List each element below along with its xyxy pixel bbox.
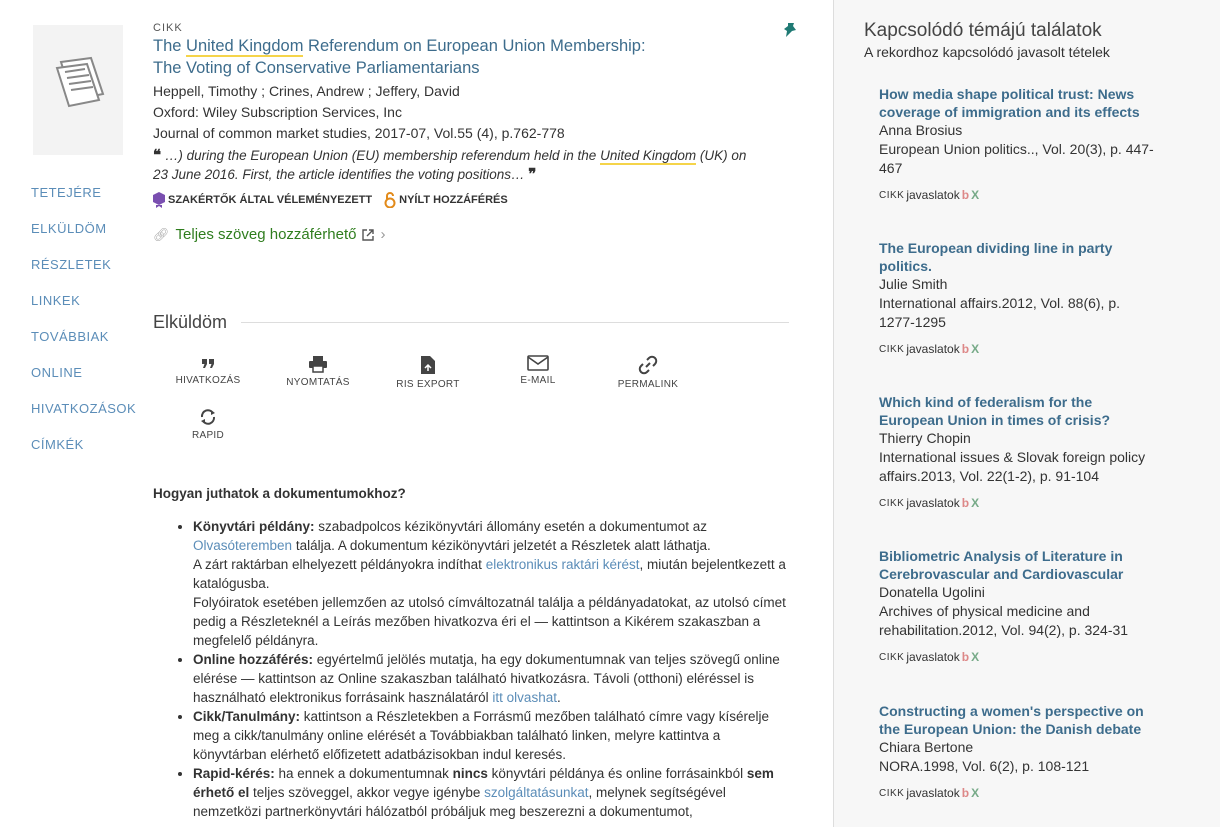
nav-item-tags[interactable]: CÍMKÉK [31,437,84,452]
section-nav [31,184,141,472]
nav-item-details[interactable]: RÉSZLETEK [31,257,112,272]
related-item-source: NORA.1998, Vol. 6(2), p. 108-121 [879,758,1090,774]
storage-request-link[interactable]: elektronikus raktári kérést [485,557,640,572]
howto-heading: Hogyan juthatok a dokumentumokhoz? [153,486,406,501]
howto-list [153,517,793,821]
list-item: • Rapid-kérés: ha ennek a dokumentumnak nincs könyvtári példánya és online forrásainkból sem érhető el teljes szöveggel, akkor vegye igénybe szolgáltatásunkat, melynek segítségével nemzetközi partnerkönyvtári hálózatból próbáljuk meg beszerezni a dokumentumot, [193,764,793,821]
bx-logo-icon: b [961,496,970,510]
related-item [879,702,1159,800]
export-icon [420,355,436,375]
related-item-title[interactable]: How media shape political trust: News coverage of immigration and its effects [879,86,1140,120]
related-subheading: A rekordhoz kapcsolódó javasolt tételek [864,44,1110,60]
record-title[interactable]: The United Kingdom Referendum on European Union Membership: The Voting of Conservative Parliamentarians [153,37,646,77]
howto-section [153,484,793,821]
send-section [153,312,789,461]
link-icon [638,355,658,375]
list-item: • Könyvtári példány: szabadpolcos kézikönyvtári állomány esetén a dokumentumot az Olvasóteremben találja. A dokumentum kézikönyvtári jelzetét a Részletek alatt láthatja. A zárt raktárban elhelyezett példányokra indíthat elektronikus raktári kérést, miután bejelentkezett a katalógusba. Folyóiratok esetében jellemzően az utolsó címváltozatnál találja a példányadatokat, az utolsó címet pedig a Részleteknél a Leírás mezőben hivatkozva éri el — kattintson a Kikérem szakaszban a megfelelő példányra. [193,517,793,650]
nav-item-links[interactable]: LINKEK [31,293,81,308]
reading-room-link[interactable]: Olvasóteremben [193,538,293,553]
bx-recommendations: CIKK javaslatok b X [879,342,980,356]
bx-recommendations: CIKK javaslatok b X [879,188,980,202]
record-type: CIKK [153,22,183,34]
quote-close-icon: ❞ [528,166,537,183]
related-item-source: European Union politics.., Vol. 20(3), p. 447-467 [879,141,1154,176]
related-item-author: Donatella Ugolini [879,584,985,600]
related-item-author: Thierry Chopin [879,430,971,446]
print-button[interactable]: NYOMTATÁS [263,355,373,408]
bx-logo-icon: b [961,786,970,800]
related-item-title[interactable]: Which kind of federalism for the European Union in times of crisis? [879,394,1111,428]
bx-recommendations: CIKK javaslatok b X [879,786,980,800]
rapid-button[interactable]: RAPID [153,408,263,461]
related-item [879,547,1159,664]
bx-logo-icon: b [961,342,970,356]
nav-item-send[interactable]: ELKÜLDÖM [31,221,107,236]
record-badges [153,192,793,208]
peer-reviewed-badge: SZAKÉRTŐK ÁLTAL VÉLEMÉNYEZETT [153,192,372,208]
nav-item-more[interactable]: TOVÁBBIAK [31,329,109,344]
mail-icon [527,355,549,371]
permalink-button[interactable]: PERMALINK [593,355,703,408]
related-item [879,85,1159,202]
fulltext-link[interactable]: 🔗︎ Teljes szöveg hozzáférhető › [153,226,386,243]
external-link-icon [362,229,374,241]
chevron-right-icon: › [380,226,386,243]
nav-item-citations[interactable]: HIVATKOZÁSOK [31,401,137,416]
related-item-source: Archives of physical medicine and rehabilitation.2012, Vol. 94(2), p. 324-31 [879,603,1129,638]
quote-open-icon: ❝ [153,147,162,164]
bx-recommendations: CIKK javaslatok b X [879,496,980,510]
read-here-link[interactable]: itt olvashat [492,690,557,705]
document-icon [43,50,113,120]
record-thumbnail [33,25,123,155]
print-icon [308,355,328,373]
record-publisher: Oxford: Wiley Subscription Services, Inc [153,104,402,120]
list-item: • Cikk/Tanulmány: kattintson a Részletekben a Forrásmű mezőben található címre vagy kísérelje meg a cikk/tanulmány online elérését a Továbbiakban található linken, melyre kattintva a könyvtárban elérhető előfizetett adatbázisokban indul keresés. [193,707,793,764]
related-item-source: International affairs.2012, Vol. 88(6), p. 1277-1295 [879,295,1121,330]
send-heading: Elküldöm [153,312,789,333]
related-item-title[interactable]: Bibliometric Analysis of Literature in Cerebrovascular and Cardiovascular [879,548,1124,582]
bx-recommendations: CIKK javaslatok b X [879,650,980,664]
related-item-author: Chiara Bertone [879,739,974,755]
related-heading: Kapcsolódó témájú találatok [864,20,1102,41]
open-lock-icon [384,192,396,208]
bx-logo-icon: b [961,188,970,202]
related-item-title[interactable]: Constructing a women's perspective on the European Union: the Danish debate [879,703,1144,737]
open-access-badge: NYÍLT HOZZÁFÉRÉS [384,192,508,208]
related-item [879,393,1159,510]
quote-icon [200,355,216,371]
bx-logo-icon: b [961,650,970,664]
citation-button[interactable]: HIVATKOZÁS [153,355,263,408]
record-main [153,22,793,243]
related-item-author: Anna Brosius [879,122,963,138]
record-snippet: ❝ …) during the European Union (EU) membership referendum held in the United Kingdom (UK) on 23 June 2016. First, the article identifies the voting positions… ❞ [153,147,747,183]
related-item-title[interactable]: The European dividing line in party politics. [879,240,1113,274]
nav-item-top[interactable]: TETEJÉRE [31,185,102,200]
nav-item-online[interactable]: ONLINE [31,365,83,380]
related-sidebar [833,0,1220,827]
related-item [879,239,1159,356]
email-button[interactable]: E-MAIL [483,355,593,408]
peer-review-icon [153,192,165,208]
link-icon: 🔗︎ [153,226,170,242]
record-source: Journal of common market studies, 2017-07, Vol.55 (4), p.762-778 [153,125,565,141]
ris-export-button[interactable]: RIS EXPORT [373,355,483,408]
search-highlight: United Kingdom [186,37,304,55]
refresh-icon [199,408,217,426]
service-link[interactable]: szolgáltatásunkat [484,785,589,800]
related-item-author: Julie Smith [879,276,948,292]
related-item-source: International issues & Slovak foreign policy affairs.2013, Vol. 22(1-2), p. 91-104 [879,449,1146,484]
list-item: • Online hozzáférés: egyértelmű jelölés mutatja, ha egy dokumentumnak van teljes szövegű online elérése — kattintson az Online szakaszban található hivatkozásra. Távoli (otthoni) eléréssel is használható elektronikus forrásaink használatáról itt olvashat. [193,650,793,707]
send-actions [153,355,713,461]
record-authors: Heppell, Timothy ; Crines, Andrew ; Jeffery, David [153,83,460,99]
